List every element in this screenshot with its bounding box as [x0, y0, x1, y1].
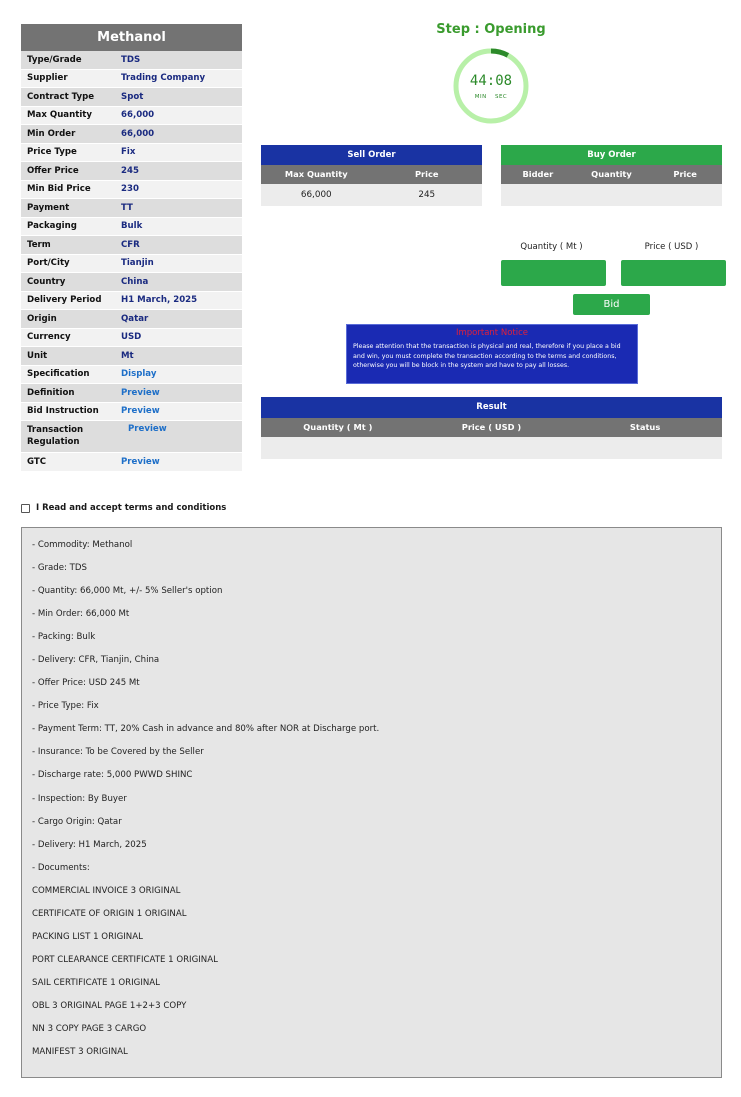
timer-sec-label: SEC [494, 94, 508, 100]
spec-label: Specification [27, 369, 90, 380]
spec-label: GTC [27, 456, 47, 467]
spec-row [21, 162, 242, 181]
detail-line: - Payment Term: TT, 20% Cash in advance and 80% after NOR at Discharge port. [32, 724, 380, 735]
notice-title: Important Notice [456, 328, 528, 338]
spec-value: Tianjin [121, 258, 154, 269]
product-title: Methanol [21, 24, 242, 51]
notice-body: Please attention that the transaction is physical and real, therefore if you place a bid and win, you must complete the transaction according to the terms and conditions, otherwise you will be block in the system and have to pay all losses. [353, 343, 621, 369]
spec-row [21, 329, 242, 348]
spec-value: Spot [121, 91, 144, 102]
spec-label: Type/Grade [27, 54, 82, 65]
spec-rows [21, 51, 242, 472]
terms-label: I Read and accept terms and conditions [36, 503, 227, 513]
spec-row [21, 421, 242, 453]
detail-line: - Commodity: Methanol [32, 540, 133, 550]
detail-line: - Cargo Origin: Qatar [32, 816, 122, 827]
detail-line: - Min Order: 66,000 Mt [32, 609, 130, 620]
sell-price: 245 [418, 190, 436, 200]
spec-value: Qatar [121, 313, 149, 324]
spec-value: H1 March, 2025 [121, 295, 198, 306]
sell-max-quantity: 66,000 [300, 190, 332, 200]
product-spec-table [21, 24, 242, 472]
result-table [261, 397, 722, 459]
spec-row [21, 384, 242, 403]
detail-line: - Documents: [32, 862, 90, 873]
column-header: Price [673, 169, 697, 179]
buy-order-columns [501, 165, 722, 184]
sell-order-title: Sell Order [261, 145, 482, 165]
spec-link[interactable]: Preview [121, 387, 160, 398]
spec-link[interactable]: Preview [121, 406, 160, 417]
empty-row [261, 437, 722, 459]
spec-value: 66,000 [121, 110, 155, 121]
spec-label: Port/City [27, 258, 70, 269]
spec-row [21, 292, 242, 311]
spec-label: Max Quantity [27, 110, 92, 121]
spec-row [21, 88, 242, 107]
spec-label: Supplier [27, 73, 68, 84]
spec-link[interactable]: Display [121, 369, 157, 380]
quantity-input[interactable] [501, 260, 606, 286]
spec-label: Bid Instruction [27, 406, 99, 417]
spec-row [21, 144, 242, 163]
spec-label: Transaction Regulation [27, 425, 84, 447]
detail-line: COMMERCIAL INVOICE 3 ORIGINAL [32, 885, 181, 896]
spec-label: Price Type [27, 147, 77, 158]
spec-row [21, 181, 242, 200]
detail-line: - Quantity: 66,000 Mt, +/- 5% Seller's option [32, 586, 223, 597]
spec-row [21, 199, 242, 218]
column-header: Bidder [522, 169, 554, 179]
detail-line: MANIFEST 3 ORIGINAL [32, 1047, 128, 1058]
spec-label: Definition [27, 387, 75, 398]
countdown-timer [451, 46, 531, 126]
detail-line: - Insurance: To be Covered by the Seller [32, 747, 204, 758]
detail-line: SAIL CERTIFICATE 1 ORIGINAL [32, 977, 160, 988]
terms-checkbox[interactable] [21, 504, 30, 513]
detail-line: - Grade: TDS [32, 563, 87, 574]
detail-line: CERTIFICATE OF ORIGIN 1 ORIGINAL [32, 908, 187, 919]
spec-row [21, 255, 242, 274]
contract-details [21, 527, 722, 1078]
empty-row [501, 184, 722, 206]
spec-value: TDS [121, 54, 141, 65]
spec-link[interactable]: Preview [128, 424, 167, 434]
spec-label: Packaging [27, 221, 77, 232]
column-header: Quantity ( Mt ) [303, 422, 373, 432]
spec-row [21, 70, 242, 89]
timer-digits: 44:08 [469, 73, 513, 89]
detail-line: PACKING LIST 1 ORIGINAL [32, 931, 143, 942]
detail-line: - Inspection: By Buyer [32, 793, 127, 804]
column-header: Price ( USD ) [461, 422, 522, 432]
detail-line: - Price Type: Fix [32, 701, 99, 712]
spec-label: Unit [27, 350, 48, 361]
buy-order-table [501, 145, 722, 206]
spec-row [21, 453, 242, 472]
spec-row [21, 403, 242, 422]
result-columns [261, 418, 722, 437]
spec-row [21, 107, 242, 126]
spec-value: Trading Company [121, 73, 206, 84]
spec-label: Min Order [27, 128, 76, 139]
timer-min-label: MIN [474, 94, 487, 100]
detail-line: - Delivery: CFR, Tianjin, China [32, 655, 160, 666]
table-row [261, 184, 482, 206]
spec-row [21, 273, 242, 292]
quantity-label: Quantity ( Mt ) [520, 242, 583, 252]
spec-label: Origin [27, 313, 57, 324]
detail-line: - Offer Price: USD 245 Mt [32, 678, 140, 689]
spec-label: Delivery Period [27, 295, 102, 306]
spec-label: Contract Type [27, 91, 95, 102]
result-title: Result [261, 397, 722, 418]
spec-value: USD [121, 332, 142, 343]
spec-value: Mt [121, 350, 134, 361]
column-header: Status [629, 422, 661, 432]
column-header: Price [414, 169, 439, 179]
price-label: Price ( USD ) [644, 242, 699, 252]
spec-value: Fix [121, 147, 136, 158]
column-header: Max Quantity [284, 169, 348, 179]
sell-order-table [261, 145, 482, 206]
step-status: Step : Opening [436, 22, 546, 37]
spec-label: Offer Price [27, 165, 79, 176]
terms-acceptance[interactable] [21, 503, 226, 513]
spec-row [21, 218, 242, 237]
spec-label: Term [27, 239, 51, 250]
spec-label: Currency [27, 332, 71, 343]
spec-row [21, 51, 242, 70]
buy-order-title: Buy Order [501, 145, 722, 165]
spec-value: Bulk [121, 221, 143, 232]
spec-row [21, 125, 242, 144]
spec-row [21, 236, 242, 255]
sell-order-columns [261, 165, 482, 184]
spec-row [21, 347, 242, 366]
spec-row [21, 366, 242, 385]
spec-value: 230 [121, 184, 139, 195]
spec-value: China [121, 276, 149, 287]
spec-row [21, 310, 242, 329]
spec-value: 245 [121, 165, 139, 176]
spec-value: TT [121, 202, 133, 213]
detail-line: PORT CLEARANCE CERTIFICATE 1 ORIGINAL [32, 954, 218, 965]
spec-label: Payment [27, 202, 70, 213]
detail-line: - Delivery: H1 March, 2025 [32, 839, 147, 850]
detail-line: - Discharge rate: 5,000 PWWD SHINC [32, 770, 193, 781]
spec-label: Country [27, 276, 66, 287]
spec-label: Min Bid Price [27, 184, 91, 195]
spec-value: CFR [121, 239, 140, 250]
bid-button[interactable]: Bid [573, 294, 650, 315]
spec-value: 66,000 [121, 128, 155, 139]
detail-line: - Packing: Bulk [32, 632, 96, 643]
spec-link[interactable]: Preview [121, 456, 160, 467]
price-input[interactable] [621, 260, 726, 286]
important-notice [346, 324, 638, 384]
detail-line: OBL 3 ORIGINAL PAGE 1+2+3 COPY [32, 1000, 187, 1011]
column-header: Quantity [591, 169, 632, 179]
detail-line: NN 3 COPY PAGE 3 CARGO [32, 1023, 147, 1034]
